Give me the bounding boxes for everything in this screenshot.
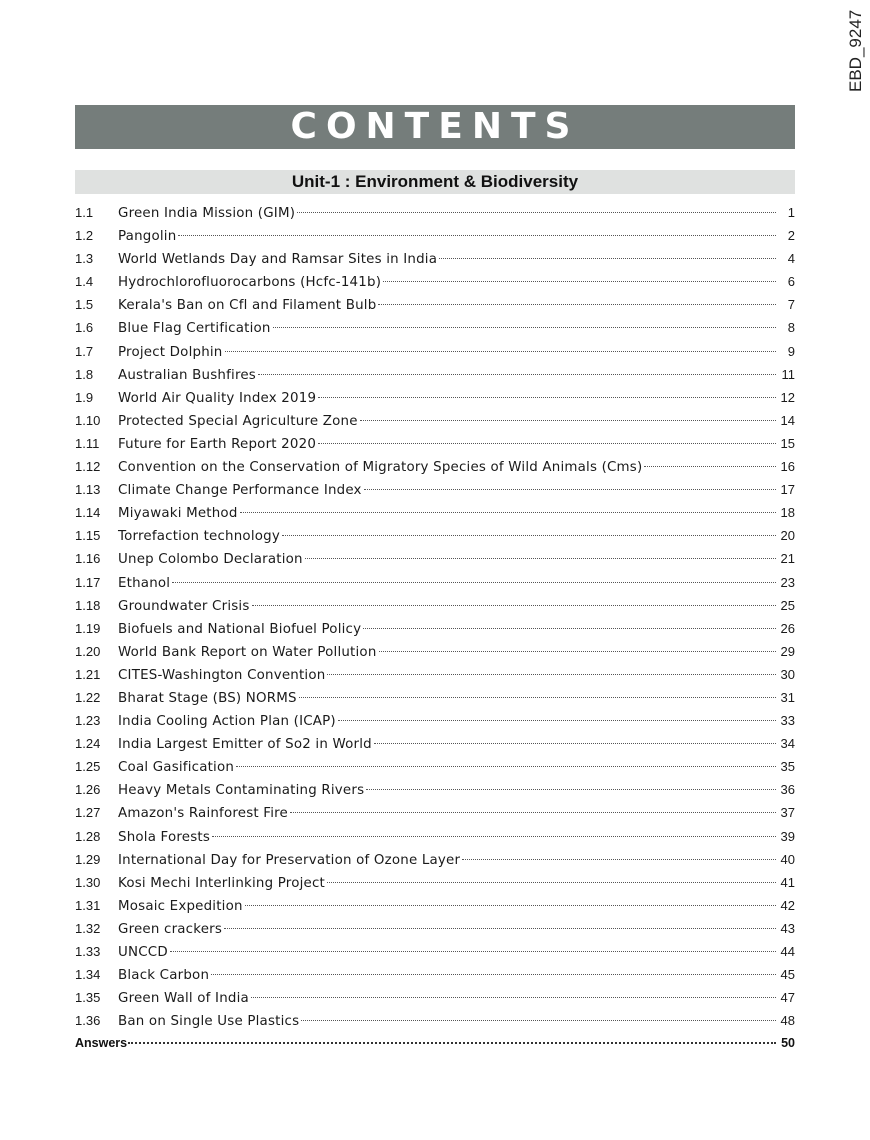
entry-number: 1.9 — [75, 389, 94, 405]
toc-entry[interactable] — [75, 801, 795, 824]
page-code: EBD_9247 — [846, 9, 865, 92]
entry-title: Australian Bushfires — [118, 367, 256, 383]
dot-leader — [439, 246, 776, 259]
dot-leader — [379, 639, 776, 652]
entry-title: Coal Gasification — [118, 760, 235, 776]
entry-title: Green India Mission (GIM) — [118, 206, 296, 221]
dot-leader — [374, 731, 776, 744]
dot-leader — [363, 616, 776, 629]
toc-entry[interactable] — [75, 871, 795, 894]
entry-page-number: 34 — [780, 736, 795, 752]
dot-leader — [644, 454, 776, 467]
entry-number: 1.25 — [75, 759, 101, 775]
entry-title: Future for Earth Report 2020 — [118, 436, 317, 452]
toc-entry[interactable] — [75, 201, 795, 224]
dot-leader — [224, 916, 776, 929]
entry-title: International Day for Preservation of Ozone Layer — [118, 852, 461, 868]
contents-banner — [75, 105, 795, 149]
toc-entry[interactable] — [75, 732, 795, 755]
toc-entry[interactable] — [75, 755, 795, 778]
entry-title: Protected Special Agriculture Zone — [118, 413, 358, 429]
entry-title: Blue Flag Certification — [118, 321, 271, 337]
entry-title: Convention on the Conservation of Migratory Species of Wild Animals (Cms) — [118, 460, 643, 476]
entry-number: 1.32 — [75, 920, 101, 936]
entry-title: India Cooling Action Plan (ICAP) — [118, 714, 336, 730]
toc-entry[interactable] — [75, 963, 795, 986]
entry-number: 1.5 — [75, 297, 94, 313]
entry-number: 1.28 — [75, 828, 101, 844]
entry-page-number: 6 — [787, 274, 795, 290]
entry-page-number: 37 — [780, 805, 795, 821]
entry-title: Pangolin — [118, 229, 177, 245]
toc-entry[interactable] — [75, 547, 795, 570]
entry-number: 1.22 — [75, 689, 101, 705]
entry-page-number: 8 — [787, 320, 795, 336]
entry-page-number: 1 — [787, 205, 795, 220]
toc-entry[interactable] — [75, 1009, 795, 1032]
dot-leader — [360, 408, 776, 421]
entry-title: Amazon's Rainforest Fire — [118, 806, 288, 822]
unit-title: Unit-1 : Environment & Biodiversity — [291, 172, 579, 191]
entry-number: 1.16 — [75, 551, 101, 567]
toc-entry[interactable] — [75, 571, 795, 594]
entry-number: 1.36 — [75, 1013, 101, 1029]
entry-number: 1.30 — [75, 874, 101, 890]
toc-entry[interactable] — [75, 386, 795, 409]
page-title: CONTENTS — [290, 106, 580, 147]
entry-title: Unep Colombo Declaration — [118, 552, 303, 568]
dot-leader — [378, 292, 776, 305]
dot-leader — [172, 570, 776, 583]
entry-number: 1.12 — [75, 459, 101, 475]
entry-page-number: 23 — [780, 574, 795, 590]
entry-page-number: 7 — [787, 297, 795, 313]
entry-title: Project Dolphin — [118, 344, 223, 360]
entry-number: 1.33 — [75, 944, 101, 959]
entry-title: Black Carbon — [118, 968, 210, 984]
toc-entry[interactable] — [75, 224, 795, 247]
dot-leader — [212, 824, 776, 837]
entry-number: 1.11 — [75, 435, 100, 451]
answers-page-number: 50 — [781, 1036, 795, 1050]
entry-number: 1.15 — [75, 528, 101, 544]
dot-leader — [462, 847, 776, 860]
entry-page-number: 35 — [780, 759, 795, 775]
entry-title: Kerala's Ban on Cfl and Filament Bulb — [118, 298, 377, 314]
entry-title: Climate Change Performance Index — [118, 483, 362, 499]
entry-page-number: 2 — [787, 228, 795, 244]
dot-leader — [299, 685, 776, 698]
entry-page-number: 39 — [780, 828, 795, 844]
toc-entry[interactable] — [75, 617, 795, 640]
toc-entry[interactable] — [75, 848, 795, 871]
dot-leader — [240, 500, 776, 513]
dot-leader — [211, 962, 776, 975]
entry-page-number: 41 — [780, 874, 795, 890]
entry-title: UNCCD — [118, 945, 168, 960]
entry-page-number: 30 — [780, 666, 795, 682]
entry-number: 1.7 — [75, 343, 94, 359]
entry-page-number: 42 — [780, 897, 795, 913]
toc-entry[interactable] — [75, 640, 795, 663]
entry-page-number: 20 — [780, 528, 795, 544]
entry-title: Heavy Metals Contaminating Rivers — [118, 783, 365, 799]
toc-entry[interactable] — [75, 594, 795, 617]
toc-entry[interactable] — [75, 501, 795, 524]
toc-entry[interactable] — [75, 778, 795, 801]
entry-title: Biofuels and National Biofuel Policy — [118, 621, 362, 637]
dot-leader — [301, 1008, 776, 1021]
entry-number: 1.26 — [75, 782, 101, 798]
toc-entry[interactable] — [75, 455, 795, 478]
toc-entry[interactable] — [75, 432, 795, 455]
entry-title: Mosaic Expedition — [118, 898, 243, 914]
dot-leader — [305, 546, 776, 559]
toc-entry[interactable] — [75, 478, 795, 501]
toc-entry[interactable] — [75, 316, 795, 339]
entry-number: 1.10 — [75, 412, 101, 428]
entry-page-number: 14 — [780, 412, 795, 428]
entry-title: Bharat Stage (BS) NORMS — [118, 690, 297, 706]
entry-title: Torrefaction technology — [118, 529, 280, 545]
toc-entry[interactable] — [75, 270, 795, 293]
entry-number: 1.13 — [75, 482, 101, 498]
dot-leader — [327, 662, 776, 675]
entry-number: 1.8 — [75, 366, 94, 382]
entry-title: Green crackers — [118, 921, 223, 937]
toc-entry[interactable] — [75, 247, 795, 270]
entry-title: Ban on Single Use Plastics — [118, 1014, 300, 1030]
entry-number: 1.34 — [75, 967, 101, 983]
dot-leader — [338, 708, 776, 721]
entry-number: 1.35 — [75, 990, 101, 1006]
entry-number: 1.29 — [75, 851, 101, 867]
entry-page-number: 12 — [780, 389, 795, 405]
dot-leader — [383, 269, 776, 282]
entry-page-number: 45 — [780, 967, 795, 983]
dot-leader — [297, 200, 776, 213]
answers-row[interactable] — [75, 1034, 795, 1052]
dot-leader — [327, 870, 776, 883]
toc-entry[interactable] — [75, 917, 795, 940]
entry-page-number: 48 — [780, 1013, 795, 1029]
entry-page-number: 21 — [780, 551, 795, 567]
entry-title: CITES-Washington Convention — [118, 667, 326, 683]
entry-title: Groundwater Crisis — [118, 598, 250, 614]
dot-leader — [170, 939, 776, 952]
entry-number: 1.27 — [75, 805, 101, 821]
table-of-contents — [75, 201, 795, 1032]
toc-entry[interactable] — [75, 524, 795, 547]
entry-page-number: 31 — [780, 689, 795, 705]
entry-page-number: 16 — [780, 459, 795, 475]
entry-page-number: 15 — [780, 435, 795, 451]
entry-title: Green Wall of India — [118, 991, 249, 1007]
toc-entry[interactable] — [75, 986, 795, 1009]
toc-entry[interactable] — [75, 894, 795, 917]
toc-entry[interactable] — [75, 709, 795, 732]
dot-leader — [366, 777, 776, 790]
entry-page-number: 40 — [780, 851, 795, 867]
entry-page-number: 33 — [780, 713, 795, 729]
entry-number: 1.18 — [75, 597, 101, 613]
toc-entry[interactable] — [75, 293, 795, 316]
entry-page-number: 9 — [787, 343, 795, 359]
entry-title: Miyawaki Method — [118, 506, 238, 522]
entry-title: World Bank Report on Water Pollution — [118, 644, 377, 660]
entry-page-number: 4 — [787, 251, 795, 267]
dot-leader — [178, 223, 776, 236]
entry-page-number: 26 — [780, 620, 795, 636]
entry-page-number: 47 — [780, 990, 795, 1006]
dot-leader — [236, 754, 776, 767]
entry-title: Shola Forests — [118, 829, 211, 845]
toc-entry[interactable] — [75, 825, 795, 848]
entry-title: World Air Quality Index 2019 — [118, 390, 317, 406]
toc-entry[interactable] — [75, 363, 795, 386]
entry-page-number: 25 — [780, 597, 795, 613]
toc-entry[interactable] — [75, 409, 795, 432]
entry-number: 1.19 — [75, 620, 101, 636]
entry-number: 1.14 — [75, 505, 101, 521]
dot-leader — [251, 985, 776, 998]
entry-page-number: 36 — [780, 782, 795, 798]
entry-page-number: 18 — [780, 505, 795, 521]
entry-number: 1.20 — [75, 643, 101, 659]
entry-number: 1.6 — [75, 320, 94, 336]
entry-page-number: 29 — [780, 643, 795, 659]
toc-entry[interactable] — [75, 940, 795, 963]
entry-number: 1.1 — [75, 205, 94, 220]
entry-title: India Largest Emitter of So2 in World — [118, 737, 372, 753]
toc-entry[interactable] — [75, 340, 795, 363]
entry-number: 1.4 — [75, 274, 94, 290]
entry-number: 1.31 — [75, 897, 101, 913]
dot-leader — [290, 800, 776, 813]
entry-number: 1.23 — [75, 713, 101, 729]
entry-title: Ethanol — [118, 575, 171, 591]
dot-leader — [225, 339, 777, 352]
entry-page-number: 11 — [781, 366, 795, 382]
dot-leader — [245, 893, 776, 906]
entry-number: 1.24 — [75, 736, 101, 752]
entry-title: World Wetlands Day and Ramsar Sites in India — [118, 252, 438, 268]
entry-number: 1.3 — [75, 251, 94, 267]
entry-number: 1.21 — [75, 666, 101, 682]
unit-heading-bar — [75, 170, 795, 194]
answers-label: Answers — [75, 1036, 128, 1050]
entry-number: 1.17 — [75, 574, 101, 590]
entry-page-number: 43 — [780, 920, 795, 936]
toc-entry[interactable] — [75, 663, 795, 686]
dot-leader — [252, 593, 776, 606]
dot-leader — [273, 315, 776, 328]
dot-leader — [282, 523, 776, 536]
entry-title: Kosi Mechi Interlinking Project — [118, 875, 325, 891]
entry-title: Hydrochlorofluorocarbons (Hcfc-141b) — [118, 275, 382, 291]
dot-leader — [364, 477, 776, 490]
entry-page-number: 17 — [780, 482, 795, 498]
dot-leader — [318, 431, 776, 444]
entry-page-number: 44 — [780, 944, 795, 959]
dot-leader — [258, 362, 776, 375]
entry-number: 1.2 — [75, 228, 94, 244]
toc-entry[interactable] — [75, 686, 795, 709]
dot-leader — [128, 1032, 776, 1044]
dot-leader — [318, 385, 776, 398]
